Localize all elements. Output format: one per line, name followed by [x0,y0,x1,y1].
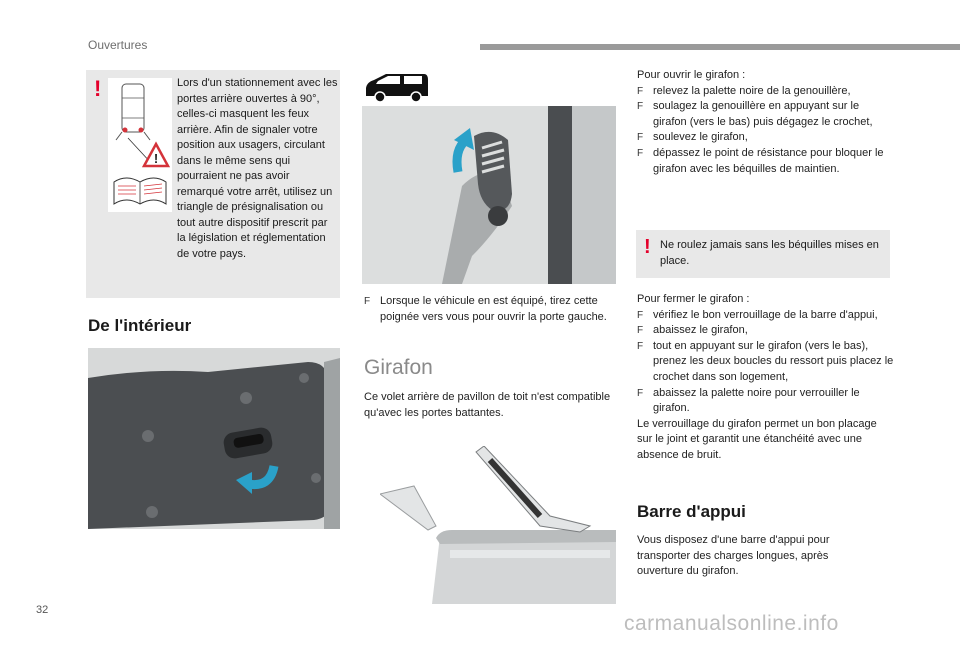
list-item: F soulevez le girafon, [637,130,895,146]
vehicle-warning-illustration [108,78,172,212]
van-side-icon-2 [364,72,430,104]
page-number: 32 [36,604,49,616]
barre-text: Vous disposez d'une barre d'appui pour transporter des charges longues, après ouverture du girafon. [637,534,830,578]
interior-door-photo [88,348,340,529]
interior-title: De l'intérieur [88,316,192,335]
list-item: F dépassez le point de résistance pour bloquer le girafon avec les béquilles de maintien. [637,146,895,177]
open-instructions [637,68,895,177]
barre-title: Barre d'appui [637,502,746,521]
section-title: Ouvertures [88,38,148,52]
interior-instruction [364,294,616,325]
list-item: F tout en appuyant sur le girafon (vers le bas), prenez les deux boucles du ressort puis placez le crochet dans son logement, [637,339,895,386]
girafon-intro: Ce volet arrière de pavillon de toit n'est compatible qu'avec les portes battantes. [364,391,611,419]
close-note: Le verrouillage du girafon permet un bon placage sur le joint et garantit une étanchéité avec une absence de bruit. [637,417,877,461]
close-instructions [637,292,895,464]
list-item: F vérifiez le bon verrouillage de la barre d'appui, [637,308,895,324]
list-item: F soulagez la genouillère en appuyant sur le girafon (vers le bas) puis dégagez le crochet, [637,99,895,130]
girafon-title: Girafon [364,356,433,379]
list-item: F abaissez la palette noire pour verrouiller le girafon. [637,386,895,417]
svg-text:!: ! [153,151,159,166]
warning-text: Lors d'un stationnement avec les portes arrière ouvertes à 90°, celles-ci masquent les feux arrière. Afin de signaler votre position aux usagers, circulant dans le même sens qui pourraient ne pas avoir remarqué votre arrêt, utilisez un triangle de présignalisation ou tout autre dispositif prescrit par la législation et réglementation de votre pays. [177,77,338,260]
list-item: F Lorsque le véhicule en est équipé, tirez cette poignée vers vous pour ouvrir la porte gauche. [364,294,616,325]
caution-box [636,230,890,278]
watermark: carmanualsonline.info [624,612,839,635]
girafon-photo [380,446,616,604]
van-top-view-icon [108,78,172,212]
list-item: F abaissez le girafon, [637,323,895,339]
header-bar [480,44,960,50]
caution-text: Ne roulez jamais sans les béquilles mises en place. [660,239,879,267]
close-title: Pour fermer le girafon : [637,293,750,305]
exclamation-warning-icon: ! [644,236,651,258]
open-title: Pour ouvrir le girafon : [637,69,746,81]
list-item: F relevez la palette noire de la genouillère, [637,84,895,100]
door-handle-photo [362,106,616,284]
exclamation-warning-icon: ! [94,76,102,101]
